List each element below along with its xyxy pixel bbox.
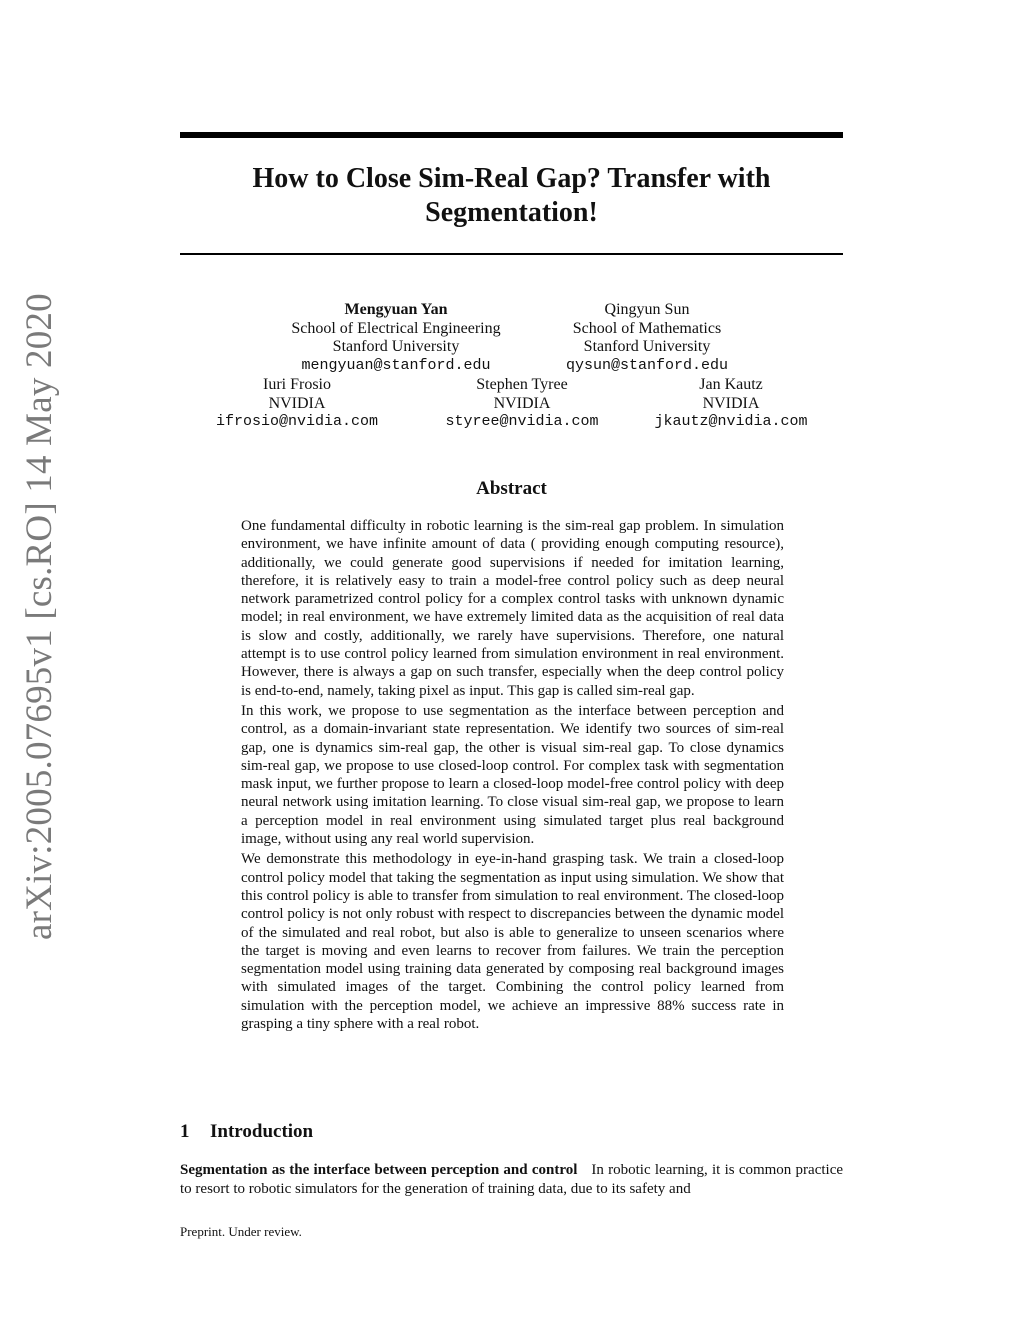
author-email[interactable]: mengyuan@stanford.edu [301,356,491,374]
author-email[interactable]: qysun@stanford.edu [565,356,729,374]
title-bottom-rule [180,253,843,255]
author-email[interactable]: jkautz@nvidia.com [654,413,808,430]
section-number: 1 [180,1121,190,1142]
introduction-text: In robotic learning, it is common practice to resort to robotic simulators for the generation of training data, due to its safety and [180,1162,844,1197]
arxiv-identifier-stamp: arXiv:2005.07695v1 [cs.RO] 14 May 2020 [19,293,60,940]
author-email[interactable]: ifrosio@nvidia.com [215,413,379,430]
author-name: Mengyuan Yan [344,301,448,318]
footer-note: Preprint. Under review. [180,1224,302,1239]
run-in-heading: Segmentation as the interface between perception and control [180,1162,578,1178]
author-affiliation: School of Mathematics [572,319,722,337]
author-block-3 [197,376,397,432]
section-heading-introduction [180,1121,313,1143]
author-institution: Stanford University [332,338,460,355]
author-name: Iuri Frosio [263,376,331,393]
author-institution: Stanford University [583,338,711,355]
author-affiliation: NVIDIA [702,394,760,412]
abstract-body [241,517,784,1035]
introduction-paragraph [180,1161,843,1199]
author-email[interactable]: styree@nvidia.com [445,413,599,430]
author-affiliation: NVIDIA [493,394,551,412]
abstract-paragraph: One fundamental difficulty in robotic learning is the sim-real gap problem. In simulation environment, we have infinite amount of data ( providing enough computing resource), additionally, we could generate good supervisions if needed for imitation learning, therefore, it is relatively easy to train a model-free control policy such as deep neural network parametrized control policy for a complex control tasks with unknown dynamic model; in real environment, we have extremely limited data as the acquisition of real data is slow and costly, additionally, we rarely have supervisions. Therefore, one natural attempt is to use control policy learned from simulation environment in real environment. However, there is always a gap on such transfer, especially when the deep control policy is end-to-end, namely, taking pixel as input. This gap is called sim-real gap. [241,518,784,699]
author-affiliation: NVIDIA [268,394,326,412]
abstract-heading: Abstract [476,478,547,499]
title-top-rule [180,132,843,138]
author-block-4 [422,376,622,432]
abstract-paragraph: We demonstrate this methodology in eye-in-hand grasping task. We train a closed-loop control policy model that taking the segmentation as input using simulation. We show that this control policy is able to transfer from simulation to real environment. The closed-loop control policy is not only robust with respect to discrepancies between the dynamic model of the simulated and real robot, but also is able to generalize to unseen scenarios where the target is moving and even learns to recover from failures. We train the perception segmentation model using training data generated by composing real background images with simulated images of the target. Combining the control policy learned from simulation with the perception model, we achieve an impressive 88% success rate in grasping a tiny sphere with a real robot. [241,851,784,1033]
author-name: Stephen Tyree [476,376,568,393]
section-title: Introduction [210,1121,314,1142]
author-block-5 [631,376,831,432]
author-block-2 [532,301,762,375]
author-name: Jan Kautz [699,376,763,393]
author-block-1 [256,301,536,375]
author-affiliation: School of Electrical Engineering [291,319,501,337]
paper-title: How to Close Sim-Real Gap? Transfer with Segmentation! [252,163,771,228]
abstract-paragraph: In this work, we propose to use segmentation as the interface between perception and control, as a domain-invariant state representation. We identify two sources of sim-real gap, one is dynamics sim-real gap, the other is visual sim-real gap. To close dynamics sim-real gap, we propose to use closed-loop control. For complex task with segmentation mask input, we further propose to learn a closed-loop model-free control policy with deep neural network using imitation learning. To close visual sim-real gap, we propose to learn a perception model in real environment using simulated target plus real background image, without using any real world supervision. [241,702,784,848]
author-name: Qingyun Sun [604,301,690,318]
